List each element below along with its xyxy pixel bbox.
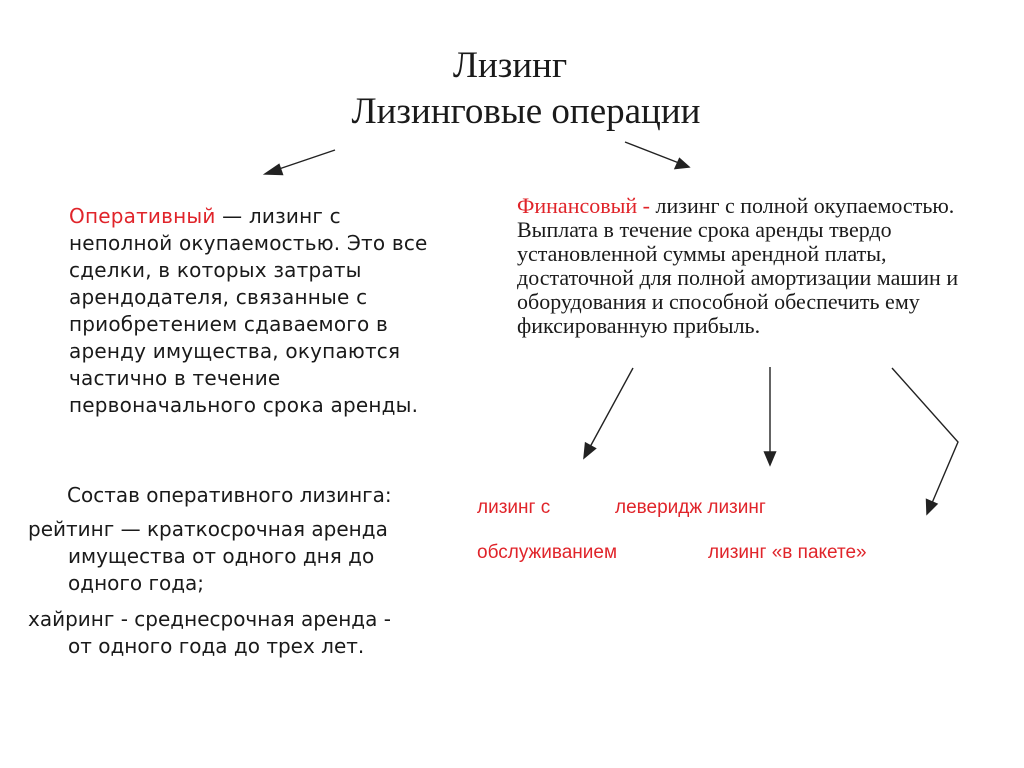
- rating-item-first-line: рейтинг — краткосрочная аренда: [28, 517, 388, 541]
- arrow-to-leverage-leasing: [765, 367, 776, 465]
- service-leasing-label-part2: обслуживанием: [477, 542, 618, 563]
- financial-leasing-block: [517, 194, 997, 338]
- arrow-to-financial: [625, 142, 689, 169]
- hiring-item-first-line: хайринг - среднесрочная аренда -: [28, 607, 391, 631]
- operative-leasing-description: — лизинг с неполной окупаемостью. Это все сделки, в которых затраты арендодателя, связанные с приобретением сдаваемого в аренду имущества, окупаются частично в течение первоначального срока аренды.: [69, 204, 428, 417]
- hiring-item: [28, 606, 438, 660]
- operative-leasing-block: [69, 203, 429, 419]
- slide-title: Лизинг: [452, 45, 568, 86]
- rating-item-continuation: имущества от одного дня до одного года;: [68, 544, 375, 595]
- operative-composition-heading: Состав оперативного лизинга:: [67, 483, 392, 507]
- hiring-item-continuation: от одного года до трех лет.: [68, 634, 365, 658]
- arrow-to-service-leasing: [584, 368, 633, 458]
- operative-leasing-term: Оперативный: [69, 204, 216, 228]
- arrow-to-operative: [265, 150, 335, 175]
- financial-leasing-term: Финансовый -: [517, 193, 656, 218]
- arrow-to-package-leasing: [892, 368, 958, 514]
- package-leasing-label: лизинг «в пакете»: [708, 542, 867, 563]
- leverage-leasing-label: леверидж лизинг: [615, 497, 766, 518]
- service-leasing-label-part1: лизинг с: [477, 497, 551, 518]
- rating-item: [28, 516, 438, 597]
- financial-leasing-description: лизинг с полной окупаемостью. Выплата в течение срока аренды твердо установленной суммы арендной платы, достаточной для полной амортизации машин и оборудования и способной обеспечить ему фиксированную прибыль.: [517, 193, 959, 338]
- slide-subtitle: Лизинговые операции: [351, 91, 701, 132]
